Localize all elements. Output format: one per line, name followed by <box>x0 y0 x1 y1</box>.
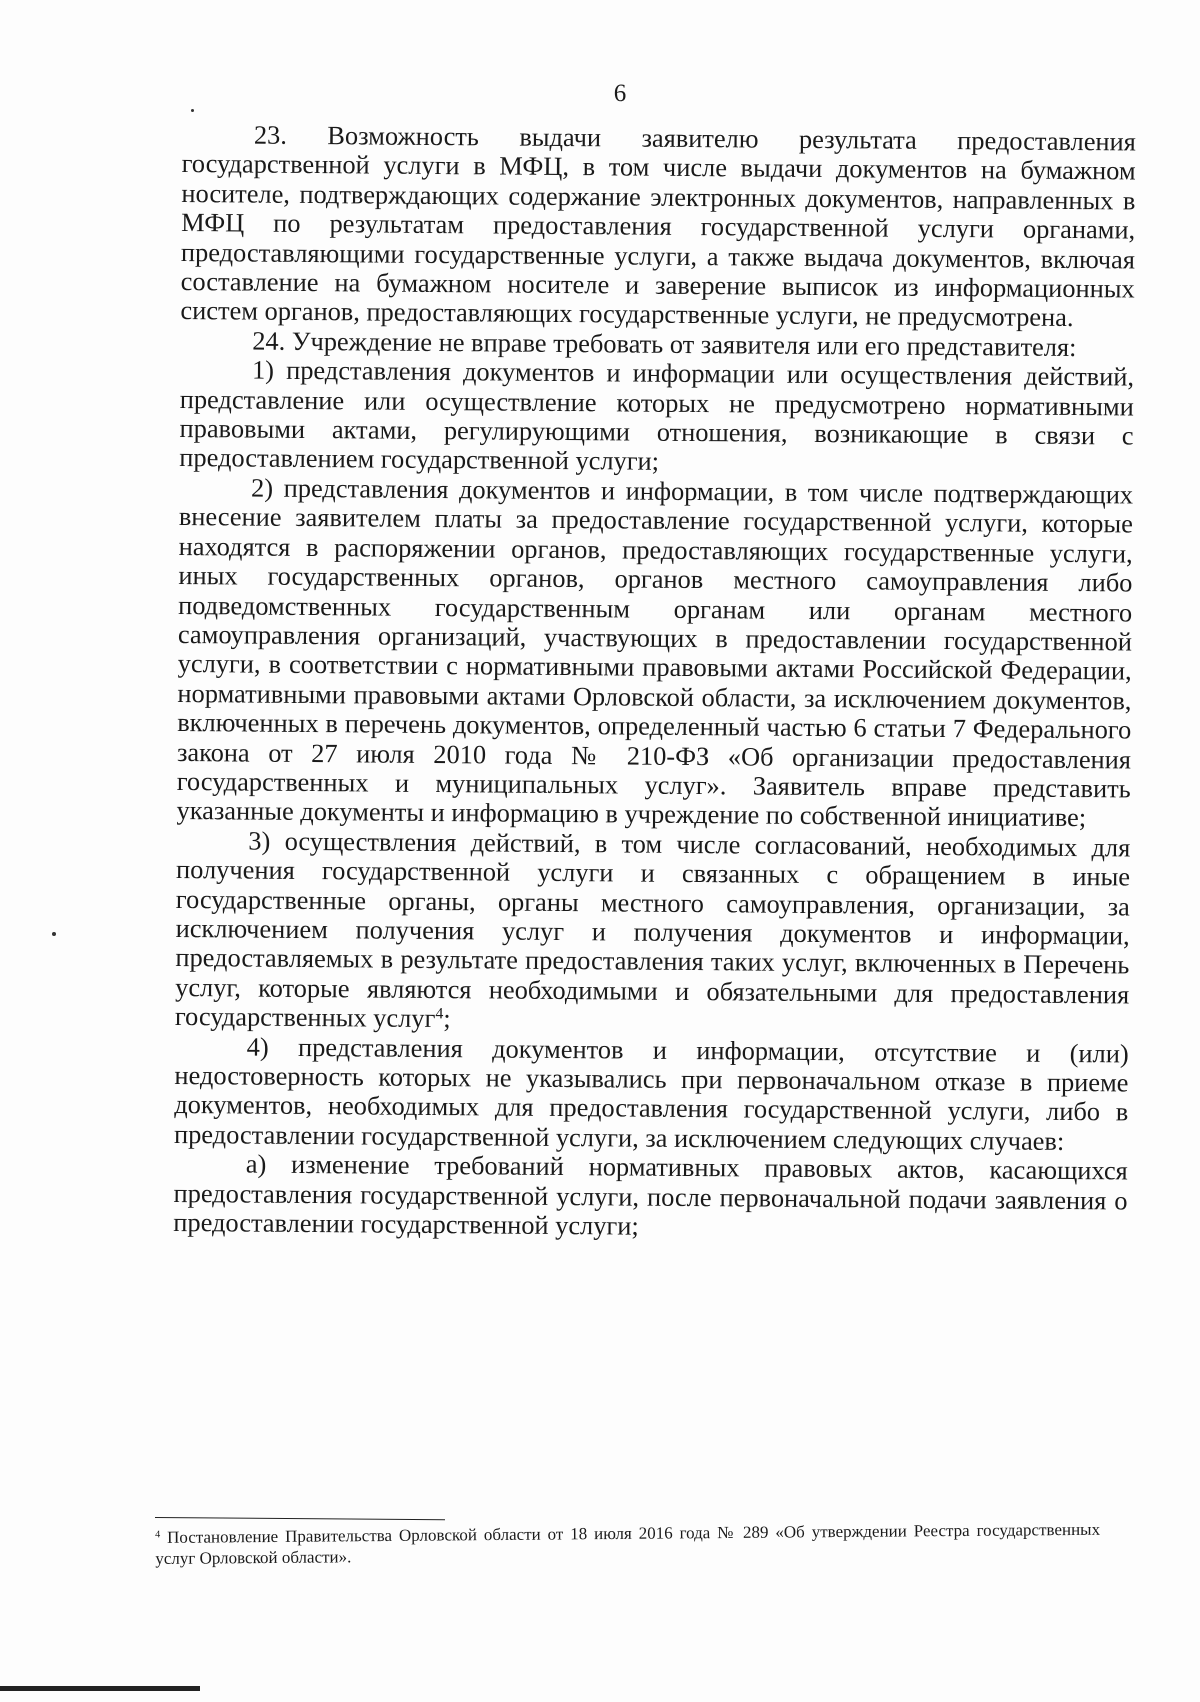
page-number: 6 <box>613 80 627 107</box>
paragraph-item-3-text: 3) осуществления действий, в том числе согласований, необходимых для получения государственной услуги и связанных с обращением в иные государственные органы, органы местного самоуправления, организации, за исключением получения услуг и получения документов и информации, предоставляемых в результате предоставления таких услуг, включенных в Перечень услуг, которые являются необходимыми и обязательными для предоставления государственных услуг <box>174 825 1131 1034</box>
footnote-reference: 4 <box>435 1005 444 1023</box>
scan-edge-shadow <box>0 1686 200 1691</box>
paragraph-24: 24. Учреждение не вправе требовать от заявителя или его представителя: <box>252 325 1077 362</box>
scan-speck <box>191 109 194 112</box>
footnote-text: Постановление Правительства Орловской области от 18 июля 2016 года № 289 «Об утверждении Реестра государственных услуг Орловской области». <box>155 1519 1101 1568</box>
paragraph-item-3-end: ; <box>443 1003 451 1034</box>
footnote-marker: 4 <box>155 1529 161 1541</box>
paragraph-item-3 <box>175 826 1131 1039</box>
document-body <box>173 120 1136 1245</box>
scan-speck <box>52 932 56 936</box>
footnote <box>155 1519 1100 1569</box>
paragraph-23: 23. Возможность выдачи заявителю результата предоставления государственной услуги в МФЦ, в том числе выдачи документов на бумажном носителе, подтверждающих содержание электронных документов, направленных в МФЦ по результатам предоставления государственной услуги органами, предоставляющими государственные услуги, а также выдача документов, включая составление на бумажном носителе и заверение выписок из информационных систем органов, предоставляющих государственные услуги, не предусмотрена. <box>180 119 1136 333</box>
paragraph-item-2: 2) представления документов и информации, в том числе подтверждающих внесение заявителем платы за предоставление государственной услуги, которые находятся в распоряжении органов, предоставляющих государственные услуги, иных государственных органов, органов местного самоуправления либо подведомственных государственным органам или органам местного самоуправления организаций, участвующих в предоставлении государственной услуги, в соответствии с нормативными правовыми актами Российской Федерации, нормативными правовыми актами Орловской области, за исключением документов, включенных в перечень документов, определенный частью 6 статьи 7 Федерального закона от 27 июля 2010 года № 210-ФЗ «Об организации предоставления государственных и муниципальных услуг». Заявитель вправе представить указанные документы и информацию в учреждение по собственной инициативе; <box>176 472 1134 833</box>
footnote-separator <box>155 1517 445 1520</box>
paragraph-item-a: а) изменение требований нормативных правовых актов, касающихся предоставления государственной услуги, после первоначальной подачи заявления о предоставлении государственной услуги; <box>173 1148 1128 1241</box>
paragraph-item-4: 4) представления документов и информации, отсутствие и (или) недостоверность которых не указывались при первоначальном отказе в приеме документов, необходимых для предоставления государственной услуги, либо в предоставлении государственной услуги, за исключением следующих случаев: <box>173 1031 1129 1156</box>
paragraph-item-1: 1) представления документов и информации или осуществления действий, представление или осуществление которых не предусмотрено нормативными правовыми актами, регулирующими отношения, возникающие в связи с предоставлением государственной услуги; <box>179 354 1135 477</box>
